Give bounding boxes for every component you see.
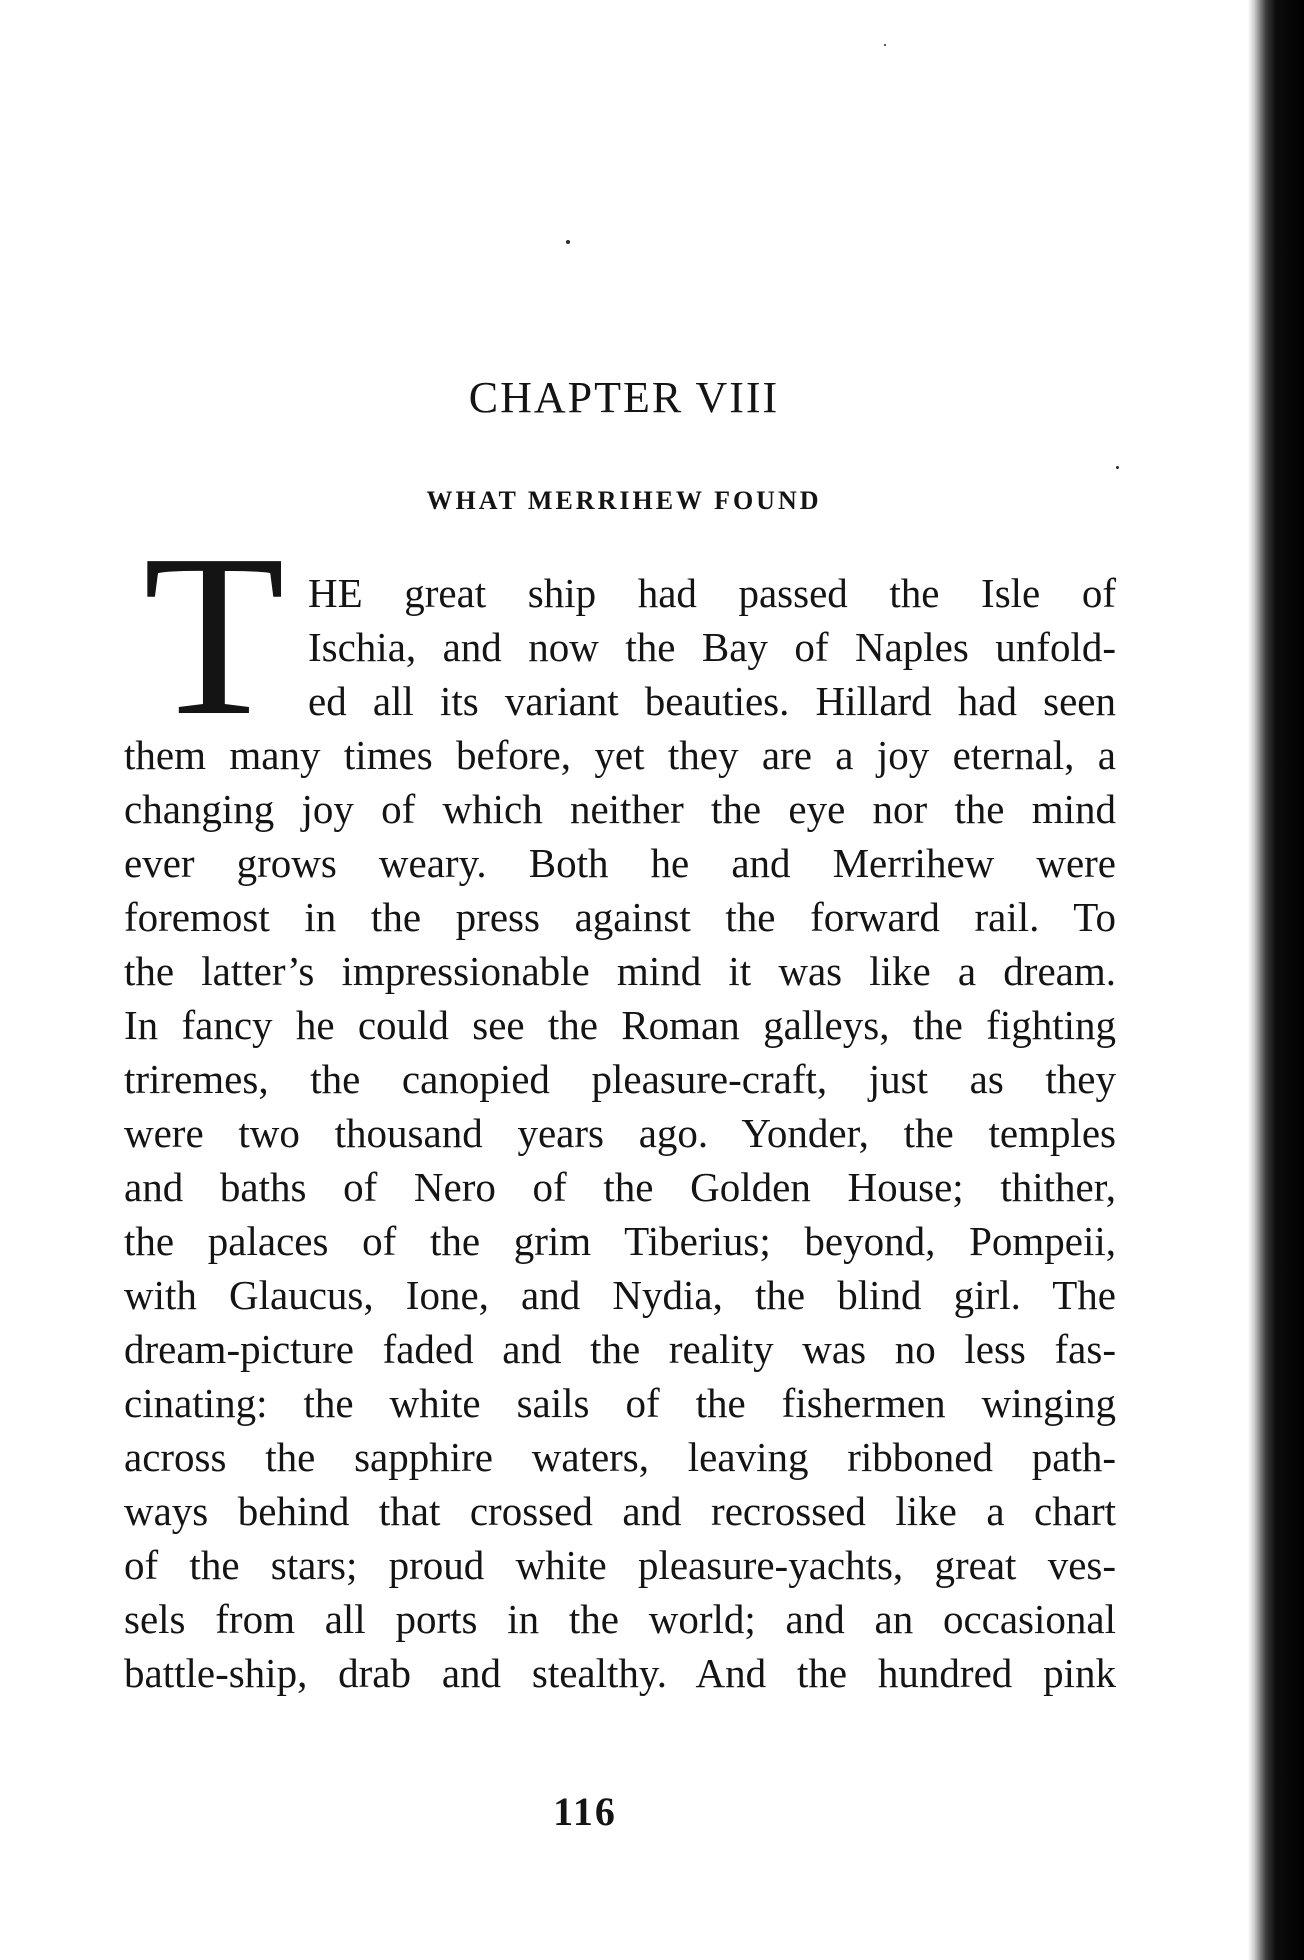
text-line: foremost in the press against the forward rail. To	[124, 894, 1116, 940]
text-line: HE great ship had passed the Isle of	[308, 570, 1116, 616]
text-line: cinating: the white sails of the fishermen winging	[124, 1380, 1116, 1426]
chapter-title: WHAT MERRIHEW FOUND	[426, 486, 822, 515]
text-line: of the stars; proud white pleasure-yachts, great ves-	[124, 1542, 1116, 1588]
binding-shadow	[1248, 0, 1304, 1960]
chapter-heading: CHAPTER VIII	[468, 373, 780, 422]
print-speck	[1116, 466, 1119, 469]
text-line: across the sapphire waters, leaving ribboned path-	[124, 1434, 1116, 1480]
drop-cap: T	[143, 507, 285, 764]
print-speck	[566, 240, 570, 244]
text-line: dream-picture faded and the reality was no less fas-	[124, 1326, 1116, 1372]
text-line: ever grows weary. Both he and Merrihew were	[124, 840, 1116, 886]
text-line: Ischia, and now the Bay of Naples unfold-	[308, 624, 1116, 670]
body-paragraph	[124, 566, 1116, 1700]
text-line: were two thousand years ago. Yonder, the temples	[124, 1110, 1116, 1156]
print-speck	[884, 44, 886, 46]
text-line: changing joy of which neither the eye nor the mind	[124, 786, 1116, 832]
text-line: and baths of Nero of the Golden House; thither,	[124, 1164, 1116, 1210]
page-number: 116	[553, 1789, 617, 1834]
text-line: ways behind that crossed and recrossed like a chart	[124, 1488, 1116, 1534]
text-line: the latter’s impressionable mind it was like a dream.	[124, 948, 1116, 994]
text-line: triremes, the canopied pleasure-craft, just as they	[124, 1056, 1116, 1102]
text-line: them many times before, yet they are a joy eternal, a	[124, 732, 1116, 778]
text-line: In fancy he could see the Roman galleys, the fighting	[124, 1002, 1116, 1048]
text-line: with Glaucus, Ione, and Nydia, the blind girl. The	[124, 1272, 1116, 1318]
text-line: battle-ship, drab and stealthy. And the hundred pink	[124, 1650, 1116, 1696]
text-line: ed all its variant beauties. Hillard had seen	[308, 678, 1116, 724]
text-line: sels from all ports in the world; and an occasional	[124, 1596, 1116, 1642]
text-line: the palaces of the grim Tiberius; beyond, Pompeii,	[124, 1218, 1116, 1264]
